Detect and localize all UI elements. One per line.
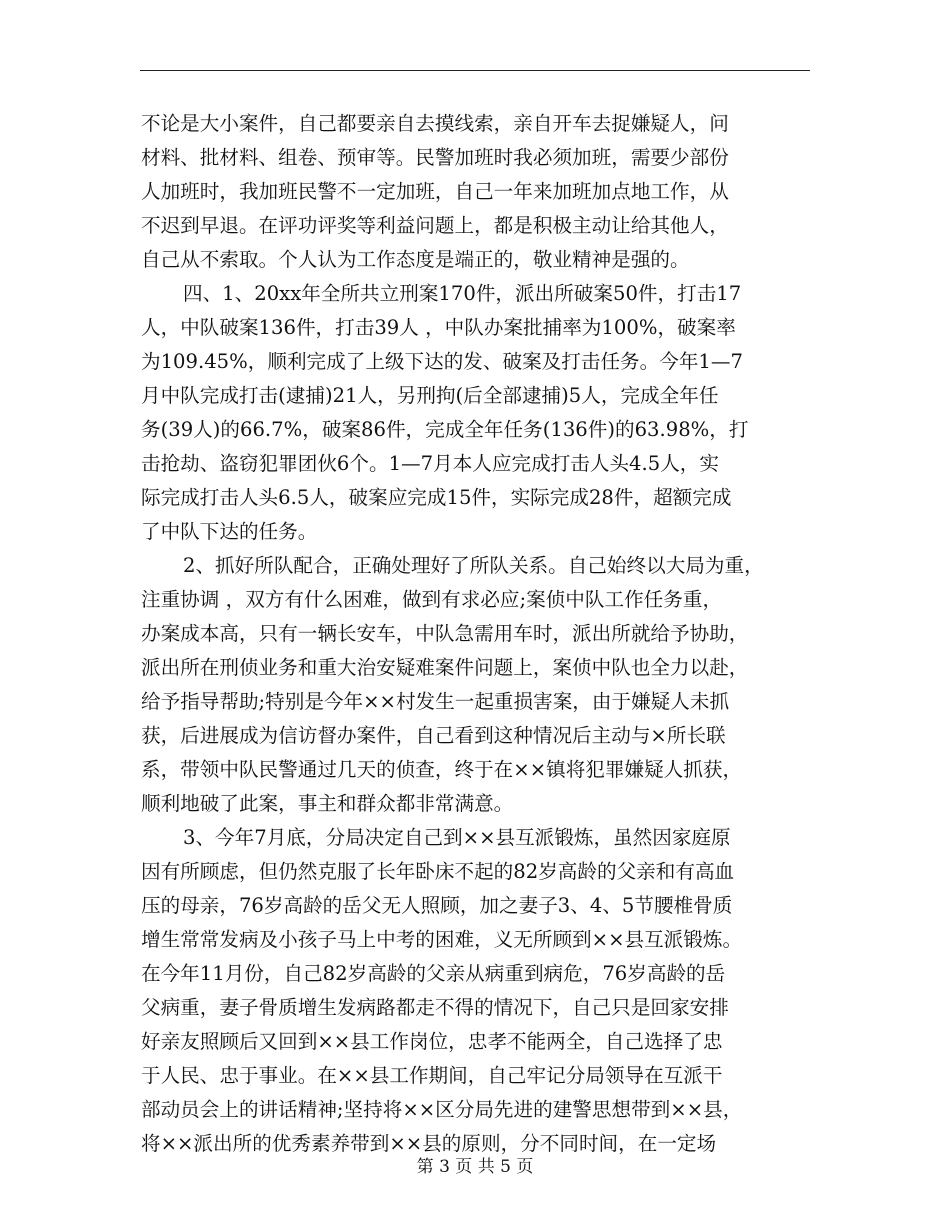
text-line: 不迟到早退。在评功评奖等利益问题上，都是积极主动让给其他人， <box>141 214 729 237</box>
text-line: 因有所顾虑，但仍然克服了长年卧床不起的82岁高龄的父亲和有高血 <box>141 860 735 883</box>
text-line: 为109.45%，顺利完成了上级下达的发、破案及打击任务。今年1—7 <box>141 350 743 373</box>
text-line: 自己从不索取。个人认为工作态度是端正的，敬业精神是强的。 <box>141 248 690 271</box>
text-line: 材料、批材料、组卷、预审等。民警加班时我必须加班，需要少部份 <box>141 146 729 169</box>
text-line: 获，后进展成为信访督办案件，自己看到这种情况后主动与×所长联 <box>141 724 726 747</box>
text-line: 压的母亲，76岁高龄的岳父无人照顾，加之妻子3、4、5节腰椎骨质 <box>141 894 733 917</box>
text-line: 顺利地破了此案，事主和群众都非常满意。 <box>141 792 514 815</box>
header-rule <box>140 70 810 71</box>
text-line: 部动员会上的讲话精神;坚持将××区分局先进的建警思想带到××县， <box>141 1098 743 1121</box>
text-line: 2、抓好所队配合，正确处理好了所队关系。自己始终以大局为重， <box>183 554 764 577</box>
text-line: 人，中队破案136件，打击39人 ，中队办案批捕率为100%，破案率 <box>141 316 736 339</box>
text-line: 际完成打击人头6.5人，破案应完成15件，实际完成28件，超额完成 <box>141 486 732 509</box>
text-line: 将××派出所的优秀素养带到××县的原则，分不同时间，在一定场 <box>141 1132 717 1155</box>
text-line: 于人民、忠于事业。在××县工作期间，自己牢记分局领导在互派干 <box>141 1064 723 1087</box>
text-line: 系，带领中队民警通过几天的侦查，终于在××镇将犯罪嫌疑人抓获， <box>141 758 743 781</box>
text-line: 3、今年7月底，分局决定自己到××县互派锻炼，虽然因家庭原 <box>183 826 731 849</box>
text-line: 增生常常发病及小孩子马上中考的困难，义无所顾到××县互派锻炼。 <box>141 928 743 951</box>
text-line: 了中队下达的任务。 <box>141 520 318 543</box>
text-line: 务(39人)的66.7%，破案86件，完成全年任务(136件)的63.98%，打 <box>141 418 749 441</box>
text-line: 给予指导帮助;特别是今年××村发生一起重损害案，由于嫌疑人未抓 <box>141 690 730 713</box>
text-line: 在今年11月份，自己82岁高龄的父亲从病重到病危，76岁高龄的岳 <box>141 962 726 985</box>
page-number: 第 3 页 共 5 页 <box>416 1157 534 1177</box>
text-line: 月中队完成打击(逮捕)21人，另刑拘(后全部逮捕)5人，完成全年任 <box>141 384 719 407</box>
text-line: 好亲友照顾后又回到××县工作岗位，忠孝不能两全，自己选择了忠 <box>141 1030 723 1053</box>
text-line: 击抢劫、盗窃犯罪团伙6个。1—7月本人应完成打击人头4.5人，实 <box>141 452 719 475</box>
text-line: 不论是大小案件，自己都要亲自去摸线索，亲自开车去捉嫌疑人，问 <box>141 112 729 135</box>
text-line: 办案成本高，只有一辆长安车，中队急需用车时，派出所就给予协助， <box>141 622 749 645</box>
text-line: 人加班时，我加班民警不一定加班，自己一年来加班加点地工作，从 <box>141 180 729 203</box>
text-line: 派出所在刑侦业务和重大治安疑难案件问题上，案侦中队也全力以赴， <box>141 656 749 679</box>
document-body <box>141 107 813 1161</box>
text-line: 父病重，妻子骨质增生发病路都走不得的情况下，自己只是回家安排 <box>141 996 729 1019</box>
text-line: 四、1、20xx年全所共立刑案170件，派出所破案50件，打击17 <box>183 282 742 305</box>
text-line: 注重协调 ，双方有什么困难，做到有求必应;案侦中队工作任务重， <box>141 588 723 611</box>
